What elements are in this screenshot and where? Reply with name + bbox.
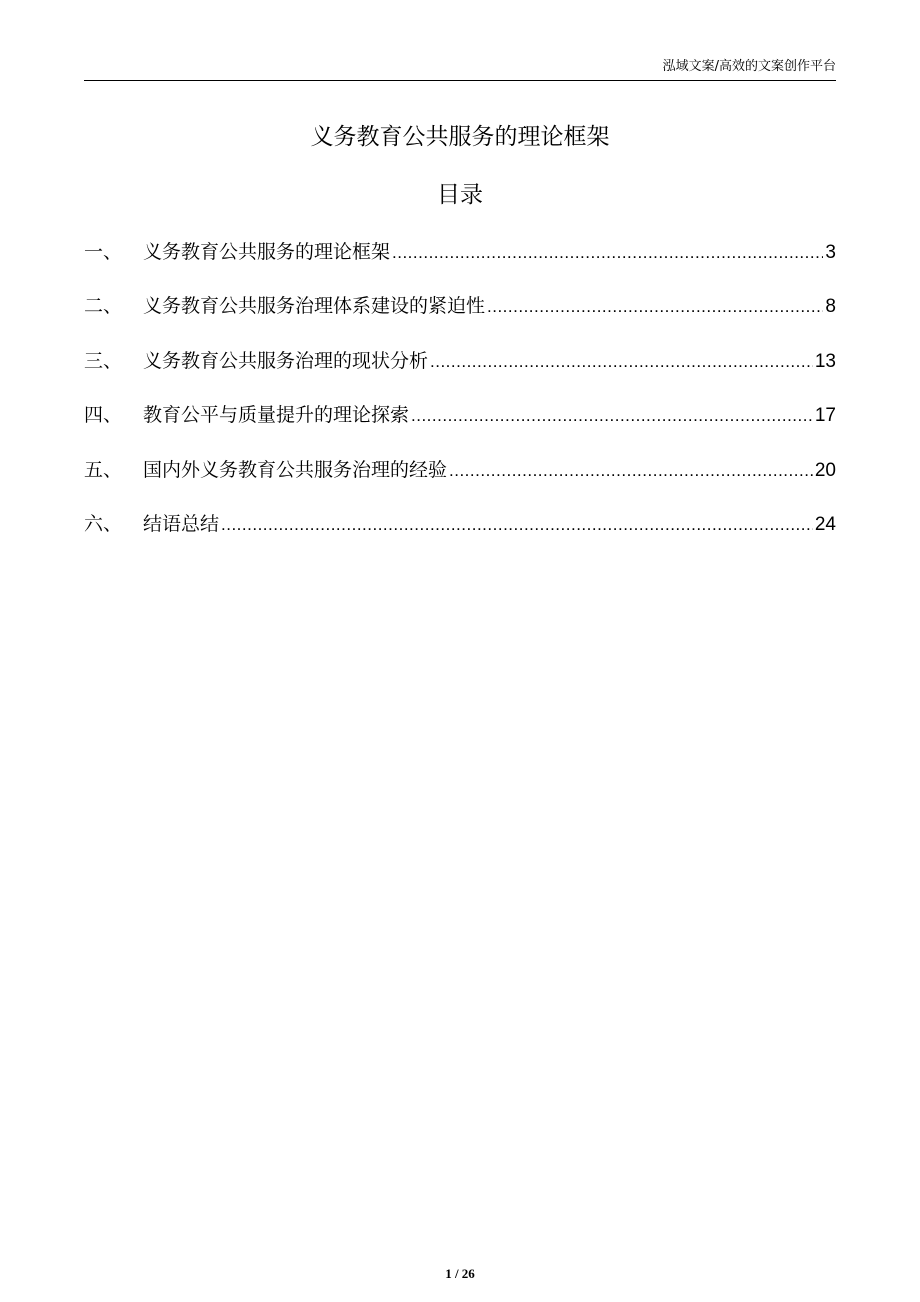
toc-entry-page: 13: [814, 350, 836, 372]
toc-entry-page: 8: [825, 296, 836, 318]
toc-heading: 目录: [437, 182, 483, 208]
toc-entry[interactable]: [84, 234, 836, 270]
header-text: 泓域文案/高效的文案创作平台: [662, 59, 836, 74]
toc-entry-number: 一、: [84, 241, 123, 263]
toc-entry-page: 17: [814, 405, 836, 427]
page-number-indicator: 1 / 26: [445, 1266, 475, 1281]
toc-entry-number: 四、: [84, 404, 123, 427]
toc-entry-label: 义务教育公共服务治理体系建设的紧迫性: [143, 295, 486, 318]
table-of-contents: [84, 234, 836, 560]
toc-entry[interactable]: [84, 288, 836, 324]
toc-dot-leader: [411, 398, 813, 434]
toc-entry-number: 五、: [84, 458, 123, 481]
toc-entry-label: 义务教育公共服务治理的现状分析: [143, 349, 429, 372]
toc-entry-label: 义务教育公共服务的理论框架: [143, 241, 391, 263]
toc-entry-label: 结语总结: [143, 512, 220, 535]
header-divider: [84, 80, 836, 81]
toc-entry-page: 3: [825, 242, 836, 263]
toc-entry[interactable]: [84, 397, 836, 433]
toc-entry-number: 三、: [84, 349, 123, 372]
toc-entry-label: 国内外义务教育公共服务治理的经验: [143, 458, 448, 481]
toc-dot-leader: [392, 235, 823, 271]
toc-entry-page: 24: [814, 513, 836, 535]
toc-entry[interactable]: [84, 506, 836, 542]
toc-dot-leader: [487, 289, 823, 325]
toc-entry[interactable]: [84, 343, 836, 379]
document-title: 义务教育公共服务的理论框架: [310, 124, 610, 150]
toc-dot-leader: [221, 507, 813, 543]
toc-entry-number: 二、: [84, 295, 123, 318]
toc-dot-leader: [430, 344, 813, 380]
toc-entry-label: 教育公平与质量提升的理论探索: [143, 404, 410, 427]
toc-entry-number: 六、: [84, 512, 123, 535]
toc-entry-page: 20: [814, 459, 836, 481]
toc-dot-leader: [449, 453, 813, 489]
toc-entry[interactable]: [84, 452, 836, 488]
